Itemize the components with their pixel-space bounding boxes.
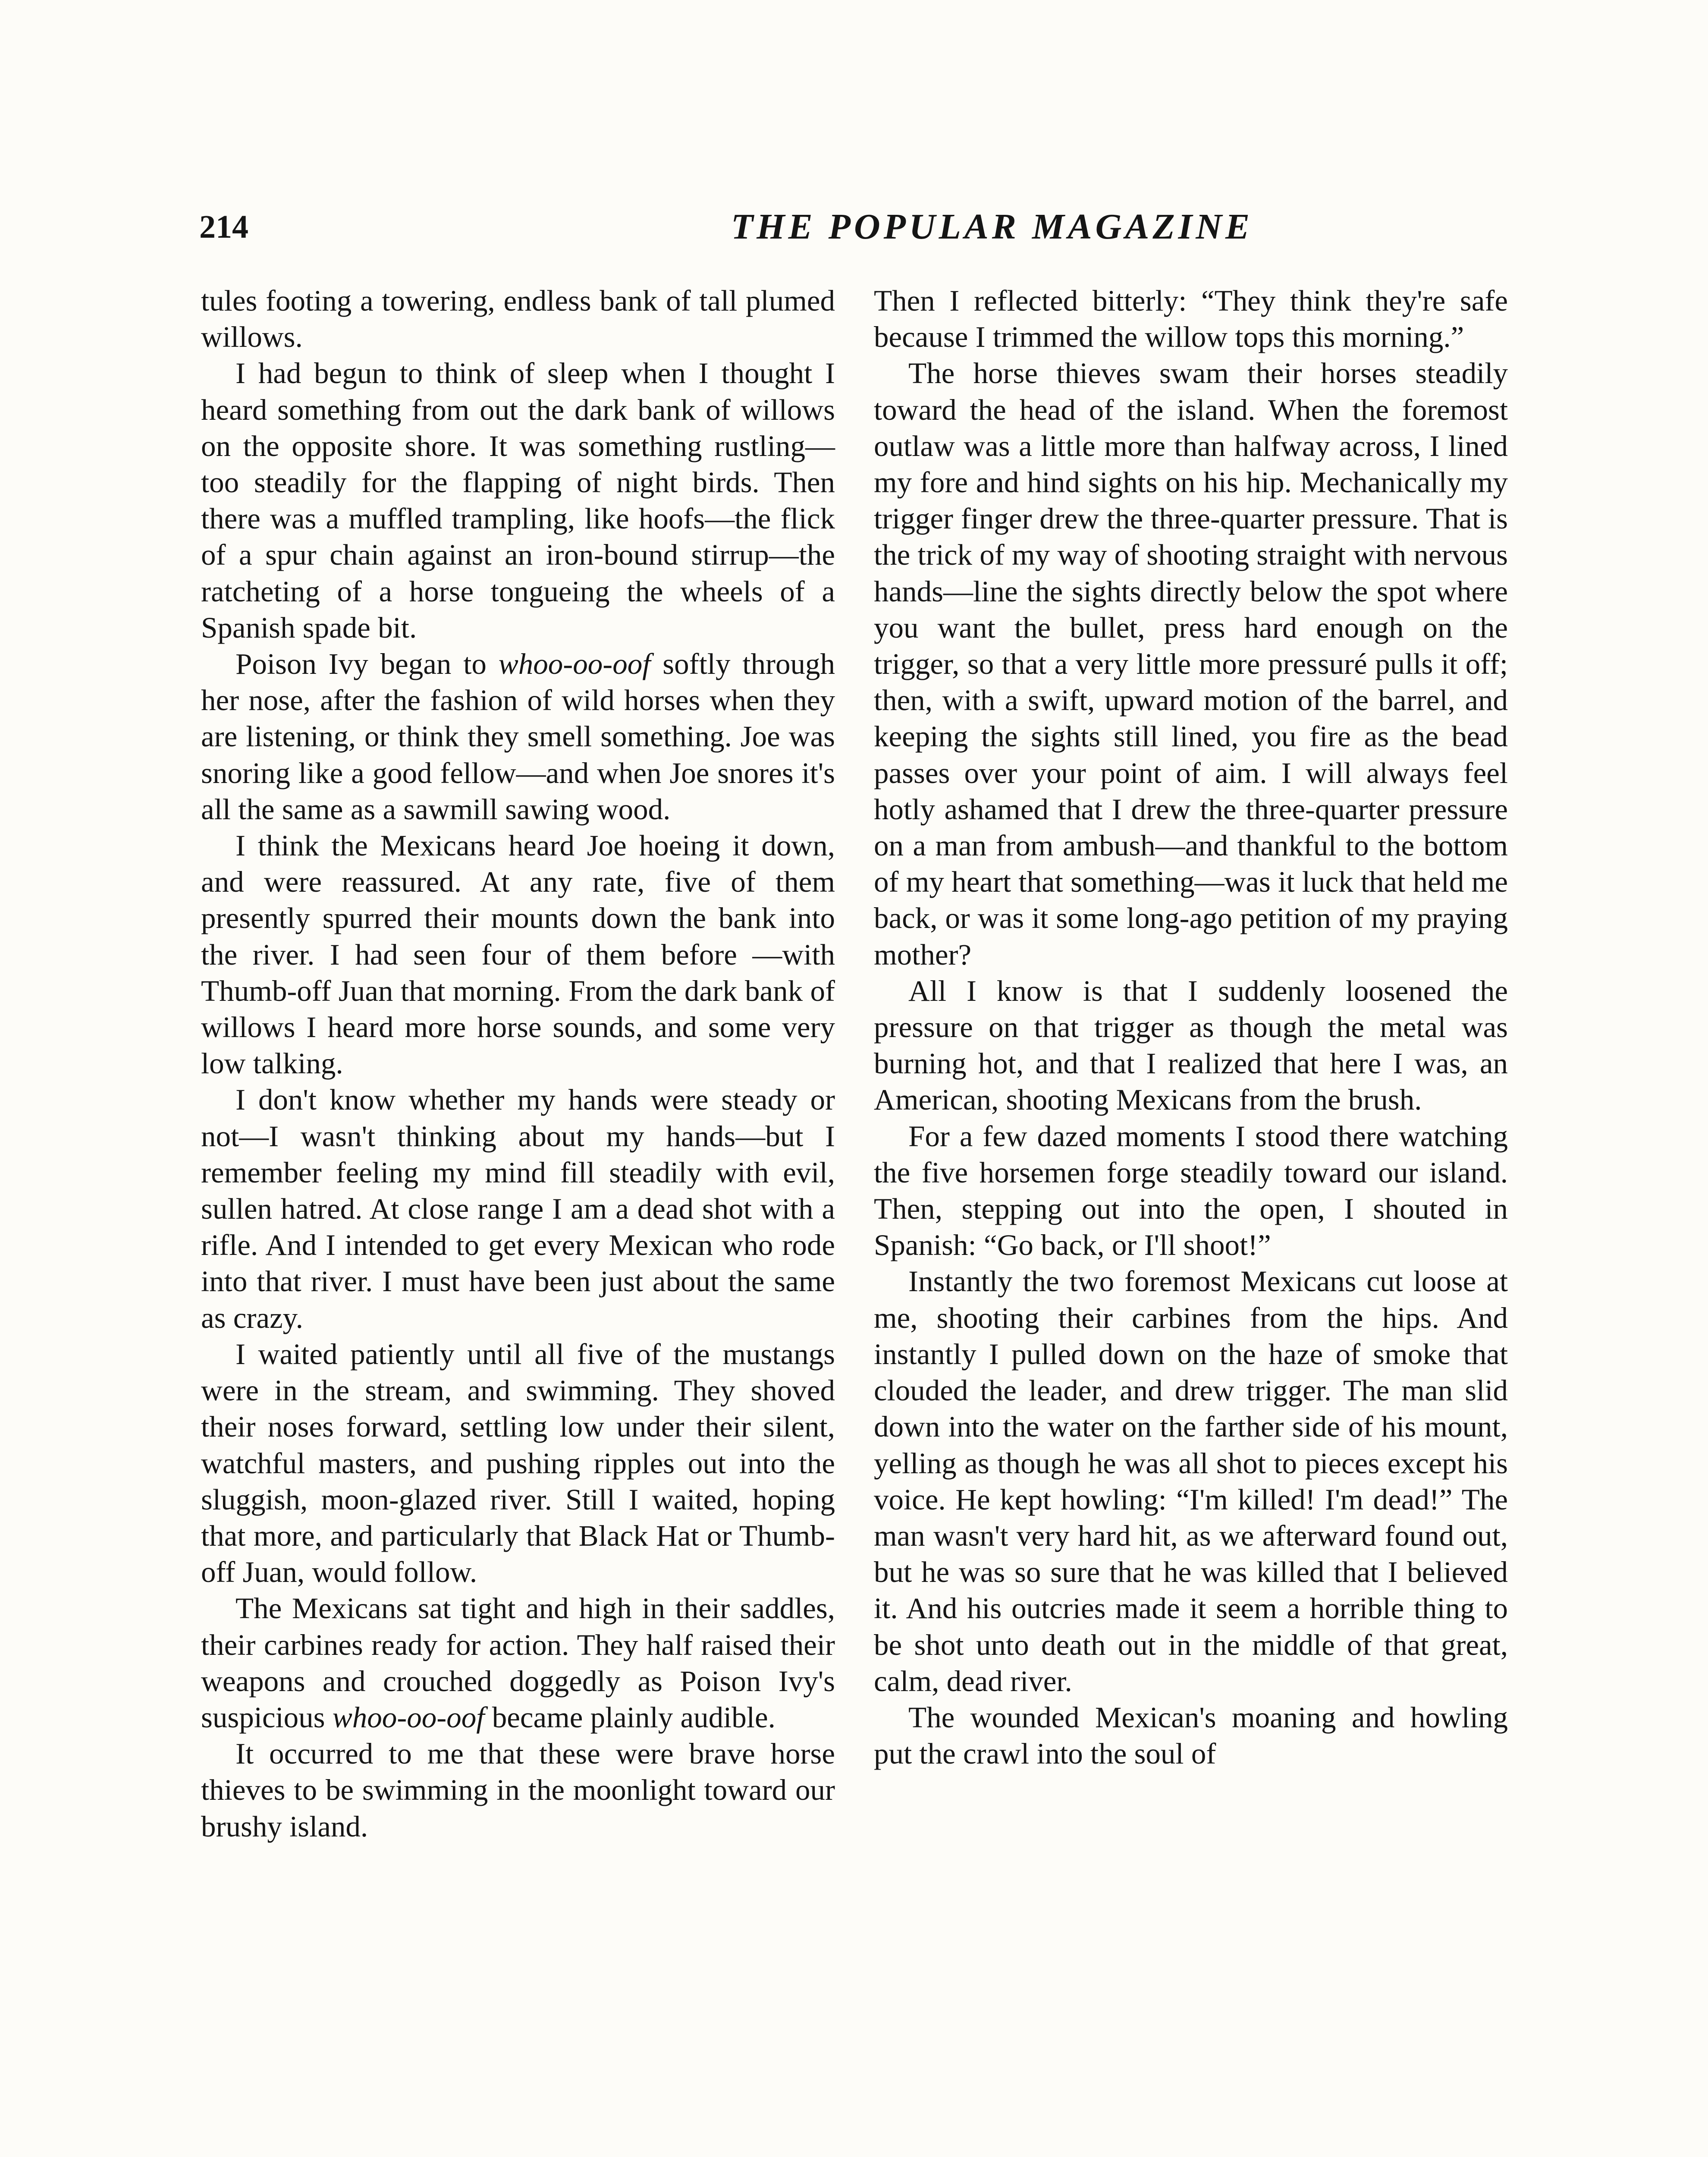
paragraph: Instantly the two foremost Mexicans cut loose at me, shooting their carbines from the hips. And instantly I pulled down on the haze of smoke that clouded the leader, and drew trigger. The man slid down into the water on the farther side of his mount, yelling as though he was all shot to pieces except his voice. He kept howling: “I'm killed! I'm dead!” The man wasn't very hard hit, as we afterward found out, but he was so sure that he was killed that I believed it. And his outcries made it seem a horrible thing to be shot unto death out in the middle of that great, calm, dead river. xyxy=(874,1265,1508,1698)
paragraph: For a few dazed moments I stood there watching the five horsemen forge steadily toward our island. Then, stepping out into the open, I shouted in Spanish: “Go back, or I'll shoot!” xyxy=(874,1119,1508,1262)
italic-sound: whoo-oo-oof xyxy=(332,1701,485,1734)
text-run: The Mexicans sat tight and high in their saddles, their carbines ready for action. They half raised their weapons and crouched doggedly as Poison Ivy's suspicious xyxy=(201,1592,835,1734)
text-run: softly through her nose, after the fashion of wild horses when they are listening, or think they smell something. Joe was snoring like a good fellow—and when Joe snores it's all the same as a sawmill sawing wood. xyxy=(201,648,835,826)
running-title: THE POPULAR MAGAZINE xyxy=(731,207,1253,247)
text-run: Poison Ivy began to xyxy=(235,648,499,681)
page-number: 214 xyxy=(199,209,248,245)
paragraph: Then I reflected bitterly: “They think they're safe because I trimmed the willow tops this morning.” xyxy=(874,284,1508,354)
paragraph: It occurred to me that these were brave horse thieves to be swimming in the moonlight toward our brushy island. xyxy=(201,1737,835,1843)
paragraph: I waited patiently until all five of the mustangs were in the stream, and swimming. They shoved their noses forward, settling low under their silent, watchful masters, and pushing ripples out into the sluggish, moon-glazed river. Still I waited, hoping that more, and particularly that Black Hat or Thumb-off Juan, would follow. xyxy=(201,1337,835,1589)
paragraph: I had begun to think of sleep when I thought I heard something from out the dark bank of willows on the opposite shore. It was something rustling—too steadily for the flapping of night birds. Then there was a muffled trampling, like hoofs—the flick of a spur chain against an iron-bound stirrup—the ratcheting of a horse tongueing the wheels of a Spanish spade bit. xyxy=(201,357,835,644)
right-column xyxy=(874,283,1508,1772)
paragraph xyxy=(201,1590,835,1736)
paragraph: The horse thieves swam their horses steadily toward the head of the island. When the foremost outlaw was a little more than halfway across, I lined my fore and hind sights on his hip. Mechanically my trigger finger drew the three-quarter pressure. That is the trick of my way of shooting straight with nervous hands—line the sights directly below the spot where you want the bullet, press hard enough on the trigger, so that a very little more pressuré pulls it off; then, with a swift, upward motion of the barrel, and keeping the sights still lined, you fire as the bead passes over your point of aim. I will always feel hotly ashamed that I drew the three-quarter pressure on a man from ambush—and thankful to the bottom of my heart that something—was it luck that held me back, or was it some long-ago petition of my praying mother? xyxy=(874,357,1508,971)
paragraph: I don't know whether my hands were steady or not—I wasn't thinking about my hands—but I remember feeling my mind fill steadily with evil, sullen hatred. At close range I am a dead shot with a rifle. And I intended to get every Mexican who rode into that river. I must have been just about the same as crazy. xyxy=(201,1083,835,1334)
paragraph: I think the Mexicans heard Joe hoeing it down, and were reassured. At any rate, five of them presently spurred their mounts down the bank into the river. I had seen four of them before —with Thumb-off Juan that morning. From the dark bank of willows I heard more horse sounds, and some very low talking. xyxy=(201,829,835,1080)
paragraph: tules footing a towering, endless bank of tall plumed willows. xyxy=(201,284,835,354)
text-run: became plainly audible. xyxy=(484,1701,776,1734)
paragraph: All I know is that I suddenly loosened the pressure on that trigger as though the metal was burning hot, and that I realized that here I was, an American, shooting Mexicans from the brush. xyxy=(874,974,1508,1116)
paragraph xyxy=(201,646,835,827)
paragraph: The wounded Mexican's moaning and howling put the crawl into the soul of xyxy=(874,1701,1508,1770)
italic-sound: whoo-oo-oof xyxy=(498,648,651,681)
left-column xyxy=(201,283,835,1845)
